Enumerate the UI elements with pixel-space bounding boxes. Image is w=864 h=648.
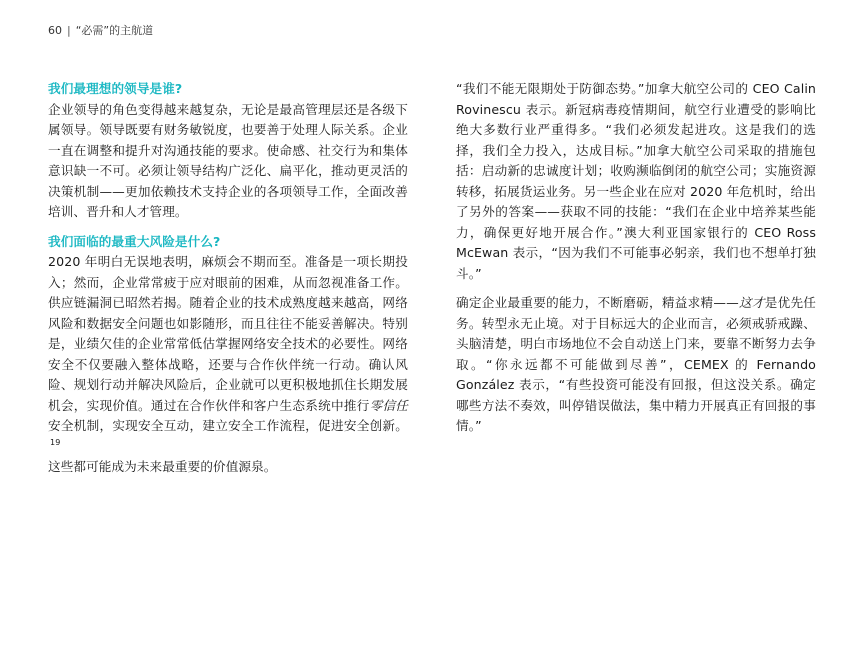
paragraph-core-capabilities xyxy=(456,293,816,437)
section-heading-leadership: 我们最理想的领导是谁? xyxy=(48,81,183,96)
left-column xyxy=(48,79,408,478)
risk-text-part2: 安全机制，实现安全互动，建立安全工作流程，促进安全创新。 xyxy=(48,418,408,433)
zero-trust-term: 零信任 xyxy=(369,397,408,413)
right-column xyxy=(456,79,816,437)
paragraph-risk xyxy=(48,252,408,478)
header-separator: | xyxy=(67,24,71,37)
running-title: “必需”的主航道 xyxy=(75,24,154,37)
page-number: 60 xyxy=(48,24,62,37)
footnote-marker: 19 xyxy=(50,438,61,448)
capabilities-text-part2: 是优先任务。转型永无止境。对于目标远大的企业而言，必须戒骄戒躁、头脑清楚，明白市场地位不会自动送上门来，要靠不断努力去争取。“你永远都不可能做到尽善”，CEMEX 的 Fernando González 表示，“有些投资可能没有回报，但这没关系。确定哪些方法不奏效，叫停错误做法，集中精力开展真正有回报的事情。” xyxy=(456,295,817,433)
page-header xyxy=(48,22,153,38)
paragraph-leadership: 企业领导的角色变得越来越复杂，无论是最高管理层还是各级下属领导。领导既要有财务敏锐度，也要善于处理人际关系。企业一直在调整和提升对沟通技能的要求。使命感、社交行为和集体意识缺一不可。必须让领导结构广泛化、扁平化，推动更灵活的决策机制——更加依赖技术支持企业的各项领导工作，全面改善培训、晋升和人才管理。 xyxy=(48,101,408,219)
emphasis-term: 这才 xyxy=(738,295,765,310)
section-heading-risk: 我们面临的最重大风险是什么? xyxy=(48,233,221,249)
paragraph-air-canada: “我们不能无限期处于防御态势。”加拿大航空公司的 CEO Calin Rovinescu 表示。新冠病毒疫情期间，航空行业遭受的影响比绝大多数行业严重得多。“我们必须发起进攻。这是我们的选择，我们全力投入，达成目标。”加拿大航空公司采取的措施包括：启动新的忠诚度计划；收购濒临倒闭的航空公司；实施资源转移，拓展货运业务。另一些企业在应对 2020 年危机时，给出了另外的答案——获取不同的技能：“我们在企业中培养某些能力，确保更好地开展合作。”澳大利亚国家银行的 CEO Ross McEwan 表示，“因为我们不可能事必躬亲，我们也不想单打独斗。” xyxy=(456,81,816,281)
risk-text-part1: 2020 年明白无误地表明，麻烦会不期而至。准备是一项长期投入；然而，企业常常疲于应对眼前的困难，从而忽视准备工作。供应链漏洞已昭然若揭。随着企业的技术成熟度越来越高，网络风险和数据安全问题也如影随形，而且往往不能妥善解决。特别是，业绩欠佳的企业常常低估掌握网络安全技术的必要性。网络安全不仅要融入整体战略，还要与合作伙伴统一行动。确认风险、规划行动并解决风险后，企业就可以更积极地抓住长期发展机会，实现价值。通过在合作伙伴和客户生态系统中推行 xyxy=(48,254,408,413)
capabilities-text-part1: 确定企业最重要的能力，不断磨砺，精益求精—— xyxy=(456,295,739,310)
risk-text-part3: 这些都可能成为未来最重要的价值源泉。 xyxy=(48,459,277,474)
